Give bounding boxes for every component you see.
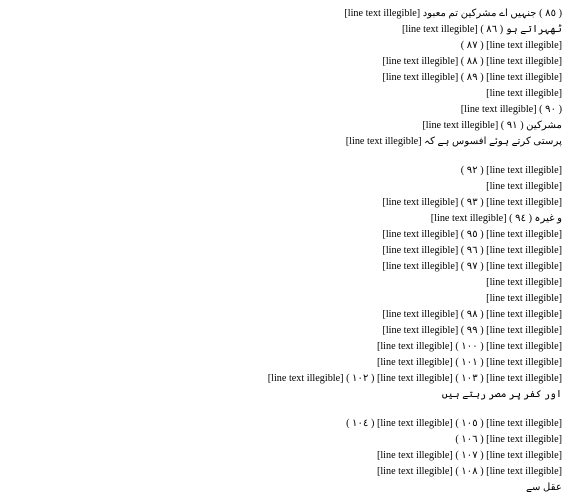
document-page — [6, 6, 562, 493]
text-line: ( ١٠٦ ) [line text illegible] — [455, 434, 562, 445]
text-line: [line text illegible] ( ١٠٠ ) [line text illegible] — [376, 341, 562, 352]
text-line: [line text illegible] — [486, 88, 562, 99]
text-line: [line text illegible] ( ١٠٨ ) [line text illegible] — [376, 466, 562, 477]
paragraph-1 — [6, 6, 562, 150]
text-line: [line text illegible] ( ٩٨ ) [line text illegible] — [382, 309, 562, 320]
text-line: ( ٨٥ ) جنہیں اے مشرکین تم معبود [line text illegible] — [344, 8, 562, 19]
paragraph-3 — [6, 416, 562, 496]
text-line: [line text illegible] ( ١٠٢ ) [line text illegible] ( ١٠٣ ) [line text illegible] — [267, 373, 562, 384]
text-line: [line text illegible] ( ٩٥ ) [line text illegible] — [382, 229, 562, 240]
text-line: [line text illegible] ( ٩٩ ) [line text illegible] — [382, 325, 562, 336]
text-line: [line text illegible] — [486, 277, 562, 288]
text-line: ( ٨٧ ) [line text illegible] — [460, 40, 562, 51]
text-line: [line text illegible] ( ٨٩ ) [line text illegible] — [382, 72, 562, 83]
paragraph-spacer — [6, 155, 562, 163]
text-line: [line text illegible] ( ٩٠ ) — [460, 104, 562, 115]
text-line: [line text illegible] ( ١٠٧ ) [line text illegible] — [376, 450, 562, 461]
text-line: اور کفر پر مصر رہتے ہیں — [441, 389, 562, 400]
text-line: [line text illegible] ( ١٠١ ) [line text illegible] — [376, 357, 562, 368]
text-line: ٹھہراتے ہو ( ٨٦ ) [line text illegible] — [401, 24, 562, 35]
text-line: ( ١٠٤ ) [line text illegible] ( ١٠٥ ) [line text illegible] — [346, 418, 562, 429]
text-line: پرستی کرتے ہوئے افسوس ہے کہ [line text illegible] — [345, 136, 562, 147]
paragraph-2 — [6, 163, 562, 403]
text-line: عقل سے — [526, 482, 562, 493]
text-line: و غیرہ ( ٩٤ ) [line text illegible] — [430, 213, 562, 224]
text-line: مشرکین ( ٩١ ) [line text illegible] — [422, 120, 562, 131]
text-line: [line text illegible] — [486, 181, 562, 192]
text-line: [line text illegible] ( ٨٨ ) [line text illegible] — [382, 56, 562, 67]
text-line: [line text illegible] ( ٩٧ ) [line text illegible] — [382, 261, 562, 272]
paragraph-spacer — [6, 408, 562, 416]
text-line: ( ٩٢ ) [line text illegible] — [460, 165, 562, 176]
text-line: [line text illegible] — [486, 293, 562, 304]
text-line: [line text illegible] ( ٩٦ ) [line text illegible] — [382, 245, 562, 256]
text-line: [line text illegible] ( ٩٣ ) [line text illegible] — [382, 197, 562, 208]
